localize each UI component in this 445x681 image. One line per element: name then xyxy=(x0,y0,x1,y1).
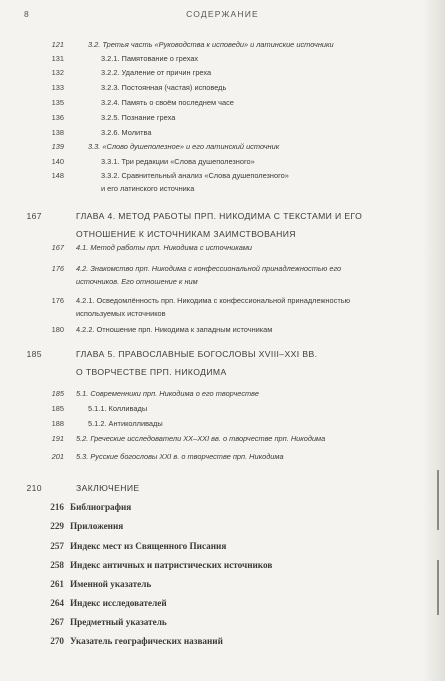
toc-entry-title-continued: О ТВОРЧЕСТВЕ ПРП. НИКОДИМА xyxy=(76,367,227,377)
toc-entry-title: 4.1. Метод работы прп. Никодима с источниками xyxy=(76,243,253,252)
toc-entry-title: 3.2.3. Постоянная (частая) исповедь xyxy=(101,83,227,92)
toc-page-number: 167 xyxy=(26,211,42,221)
toc-entry-title: 3.3.1. Три редакции «Слова душеполезного» xyxy=(101,157,255,166)
toc-entry-title: 3.2. Третья часть «Руководства к исповеди» и латинские источники xyxy=(88,40,334,49)
toc-entry-title: 3.3.2. Сравнительный анализ «Слова душеполезного» xyxy=(101,171,289,180)
toc-page-number: 121 xyxy=(51,40,64,49)
toc-page-number: 210 xyxy=(26,483,42,493)
toc-page-number: 264 xyxy=(50,598,64,608)
toc-entry-title: Приложения xyxy=(70,521,124,531)
toc-page-number: 176 xyxy=(51,264,64,273)
toc-page-number: 185 xyxy=(51,389,64,398)
toc-entry-title-continued: ОТНОШЕНИЕ К ИСТОЧНИКАМ ЗАИМСТВОВАНИЯ xyxy=(76,229,296,239)
toc-page-number: 176 xyxy=(51,296,64,305)
toc-entry-title: 5.1.2. Антиколливады xyxy=(88,419,163,428)
toc-page-number: 136 xyxy=(51,113,64,122)
toc-entry-title: 3.2.1. Памятование о грехах xyxy=(101,54,199,63)
toc-entry-title: 3.2.5. Познание греха xyxy=(101,113,176,122)
toc-page-number: 188 xyxy=(51,419,64,428)
section-title: СОДЕРЖАНИЕ xyxy=(186,9,259,19)
toc-entry-title: 3.3. «Слово душеполезное» и его латинский источник xyxy=(88,142,280,151)
toc-entry-title: Предметный указатель xyxy=(70,617,167,627)
page-header xyxy=(0,9,445,23)
toc-page-number: 267 xyxy=(50,617,64,627)
toc-entry-title: 4.2.1. Осведомлённость прп. Никодима с конфессиональной принадлежностью xyxy=(76,296,351,305)
toc-entry-title: Именной указатель xyxy=(70,579,152,589)
page-number: 8 xyxy=(24,9,29,19)
toc-entry-title: Индекс мест из Священного Писания xyxy=(70,541,227,551)
toc-page-number: 167 xyxy=(51,243,64,252)
toc-page-number: 270 xyxy=(50,636,64,646)
toc-page-number: 191 xyxy=(51,434,64,443)
toc-page-number: 261 xyxy=(50,579,64,589)
toc-entry-title-continued: используемых источников xyxy=(76,309,166,318)
toc-entry-title: Индекс античных и патристических источников xyxy=(70,560,273,570)
toc-page-number: 201 xyxy=(51,452,64,461)
page-edge-shadow xyxy=(423,0,445,681)
toc-entry-title: 5.3. Русские богословы XXI в. о творчестве прп. Никодима xyxy=(76,452,284,461)
page-edge-mark xyxy=(437,470,439,530)
toc-page-number: 229 xyxy=(50,521,64,531)
toc-entry-title: ЗАКЛЮЧЕНИЕ xyxy=(76,483,140,493)
toc-page-number: 140 xyxy=(51,157,64,166)
toc-page-number: 257 xyxy=(50,541,64,551)
toc-page-number: 216 xyxy=(50,502,64,512)
toc-page-number: 180 xyxy=(51,325,64,334)
toc-entry-title: 3.2.6. Молитва xyxy=(101,128,152,137)
toc-entry-title: Указатель географических названий xyxy=(70,636,223,646)
toc-page-number: 258 xyxy=(50,560,64,570)
toc-page-number: 138 xyxy=(51,128,64,137)
toc-entry-title-continued: и его латинского источника xyxy=(101,184,195,193)
toc-entry-title: Индекс исследователей xyxy=(70,598,167,608)
toc-entry-title: 5.2. Греческие исследователи XX–XXI вв. о творчестве прп. Никодима xyxy=(76,434,326,443)
toc-page-number: 185 xyxy=(26,349,42,359)
toc-entry-title: 4.2. Знакомство прп. Никодима с конфессиональной принадлежностью его xyxy=(76,264,342,273)
toc-entry-title: ГЛАВА 5. ПРАВОСЛАВНЫЕ БОГОСЛОВЫ XVIII–XXI ВВ. xyxy=(76,349,318,359)
toc-entry-title: ГЛАВА 4. МЕТОД РАБОТЫ ПРП. НИКОДИМА С ТЕКСТАМИ И ЕГО xyxy=(76,211,363,221)
toc-entry-title-continued: источников. Его отношение к ним xyxy=(76,277,198,286)
toc-page-number: 135 xyxy=(51,98,64,107)
toc-entry-title: 5.1. Современники прп. Никодима о его творчестве xyxy=(76,389,259,398)
toc-entry-title: Библиография xyxy=(70,502,132,512)
toc-page-number: 133 xyxy=(51,83,64,92)
toc-page-number: 139 xyxy=(51,142,64,151)
toc-entry-title: 3.2.4. Память о своём последнем часе xyxy=(101,98,234,107)
toc-page-number: 185 xyxy=(51,404,64,413)
toc-page-number: 148 xyxy=(51,171,64,180)
page-edge-mark xyxy=(437,560,439,615)
toc-page-number: 131 xyxy=(51,54,64,63)
toc-page-number: 132 xyxy=(51,68,64,77)
toc-entry-title: 4.2.2. Отношение прп. Никодима к западным источникам xyxy=(76,325,273,334)
toc-entry-title: 3.2.2. Удаление от причин греха xyxy=(101,68,212,77)
toc-entry-title: 5.1.1. Колливады xyxy=(88,404,148,413)
